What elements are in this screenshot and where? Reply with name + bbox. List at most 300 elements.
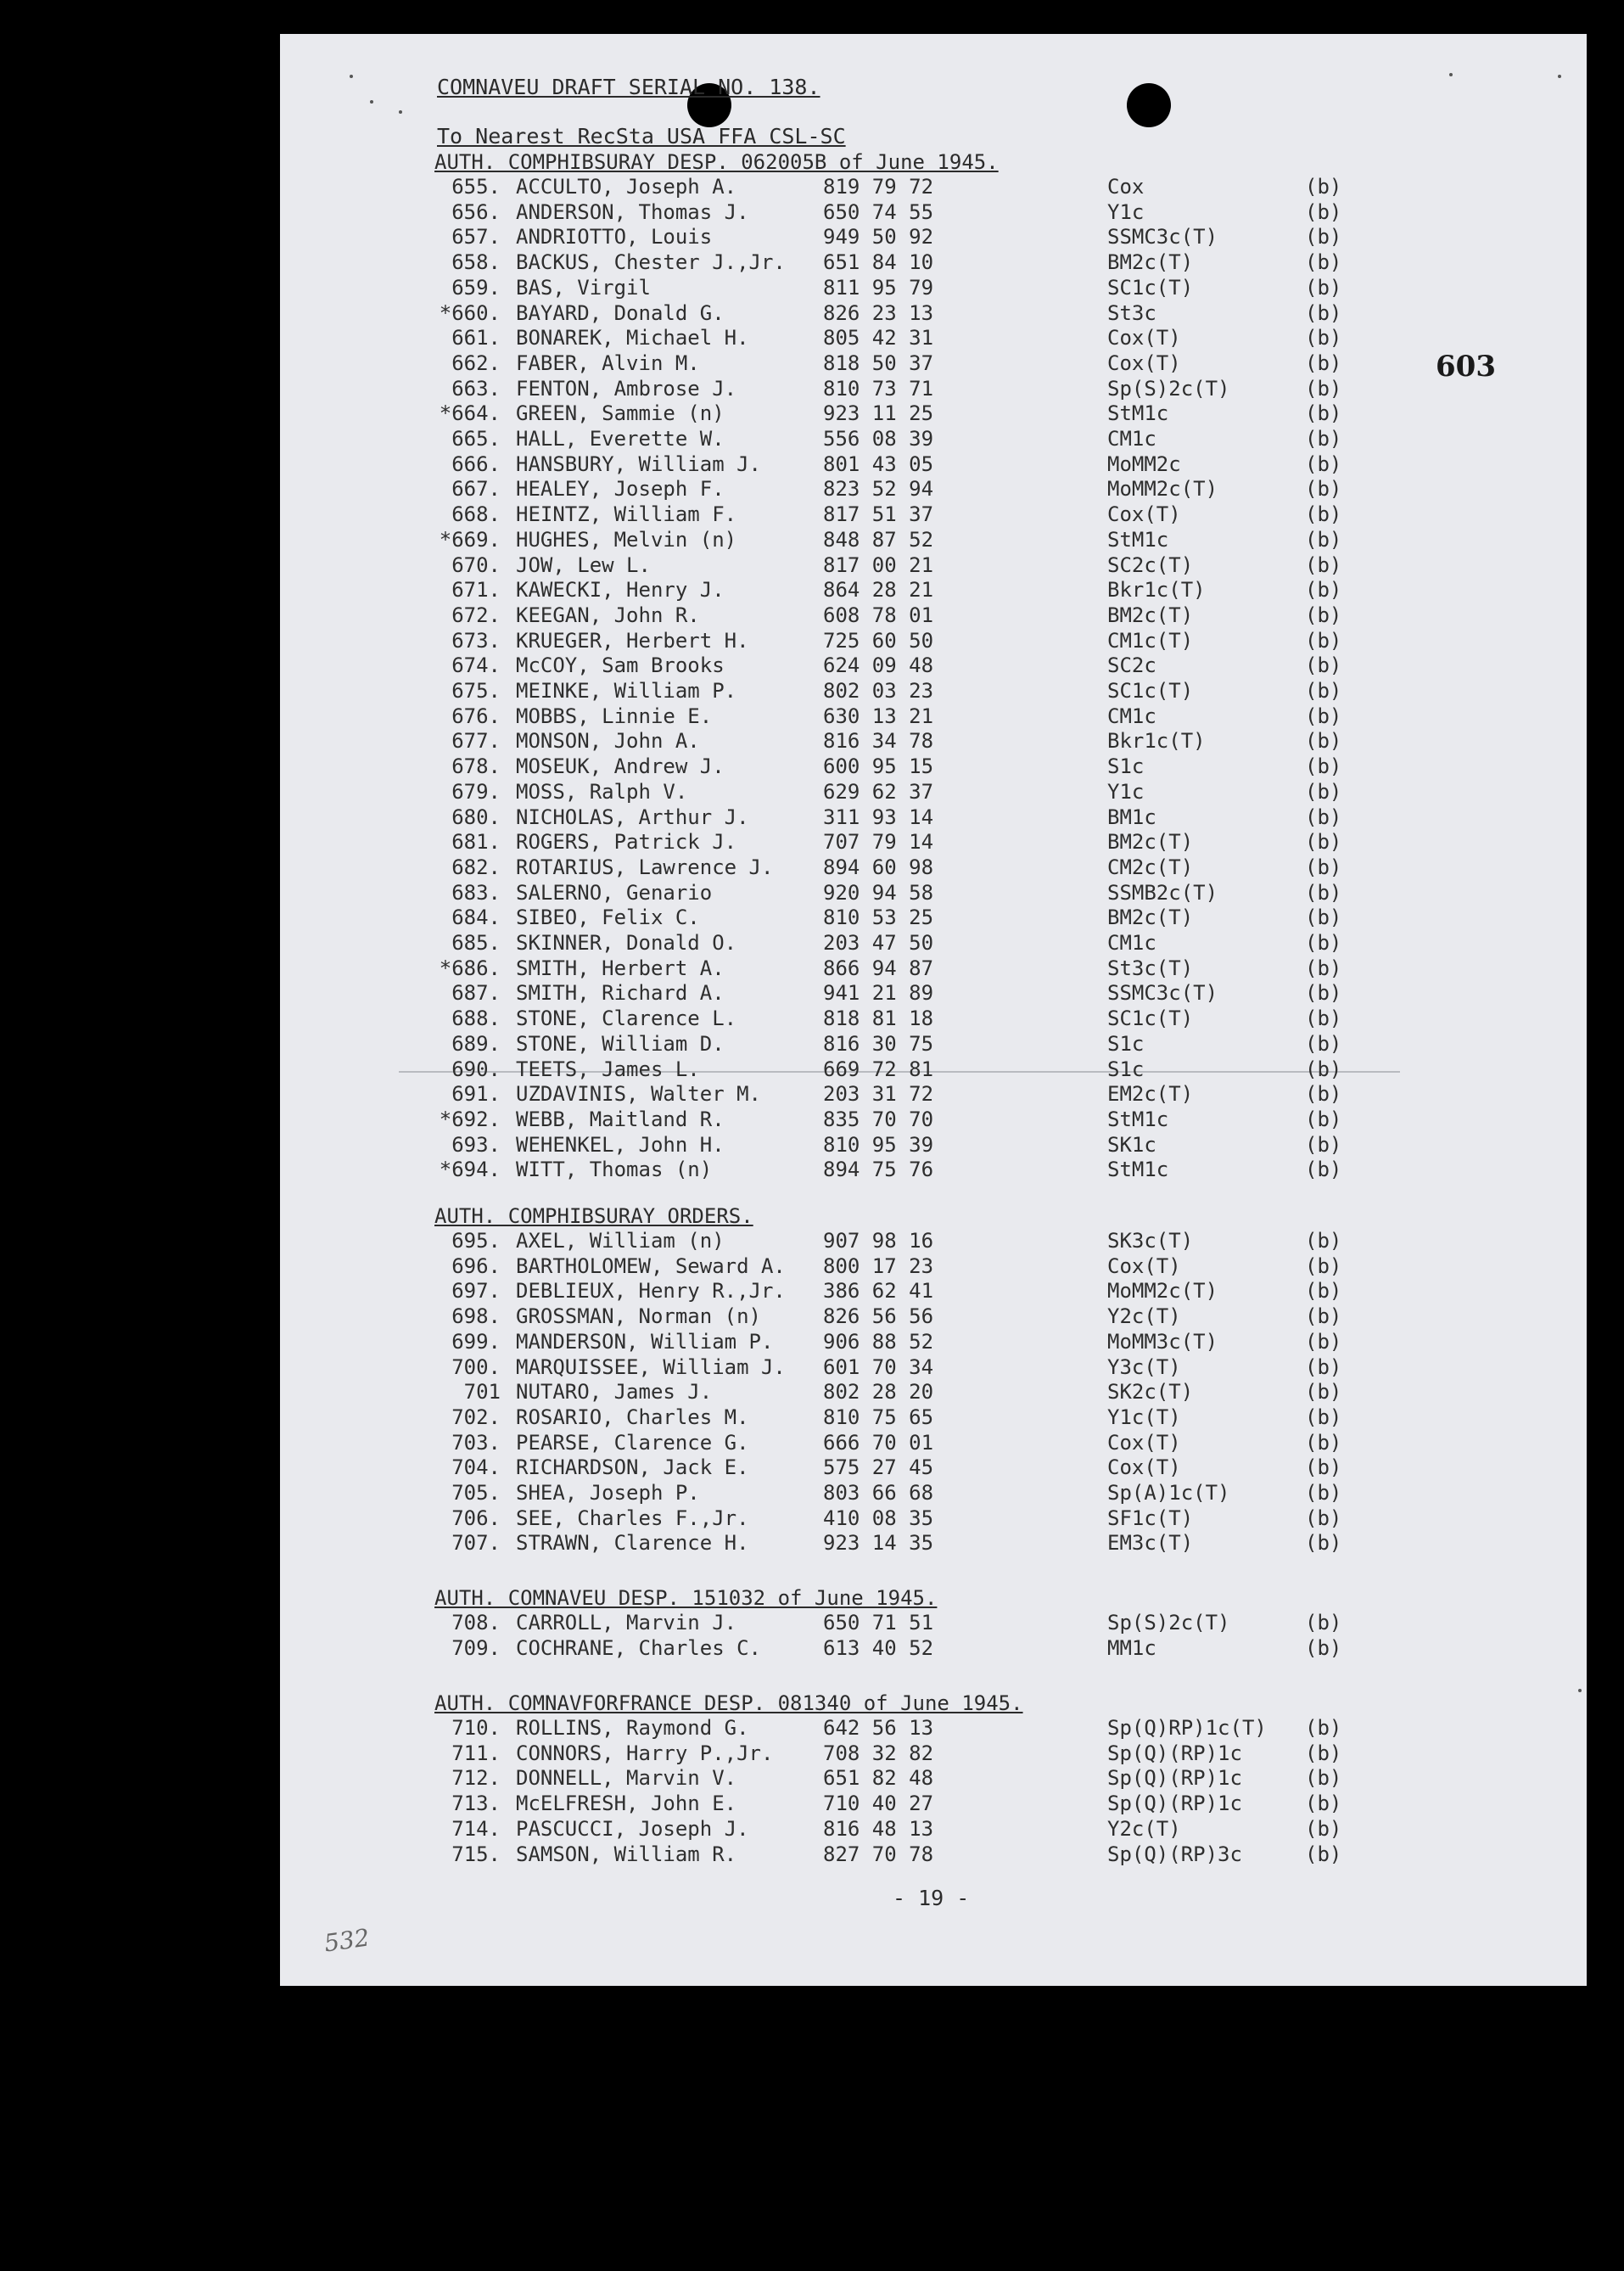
rating: S1c: [1107, 1031, 1145, 1056]
section-heading: AUTH. COMNAVEU DESP. 151032 of June 1945.: [434, 1586, 938, 1610]
entry-number: 679.: [451, 779, 501, 804]
entry-number: 681.: [451, 830, 501, 855]
entry-number: 671.: [451, 578, 501, 603]
rating: BM2c(T): [1107, 830, 1194, 855]
entry-number: 687.: [451, 981, 501, 1006]
service-number: 816 48 13: [823, 1816, 934, 1841]
entry-number: 676.: [451, 704, 501, 728]
sailor-name: AXEL, William (n): [516, 1229, 725, 1253]
service-number: 630 13 21: [823, 704, 934, 728]
sailor-name: STRAWN, Clarence H.: [516, 1531, 749, 1556]
rating: Sp(Q)(RP)1c: [1107, 1741, 1242, 1765]
serial-title: COMNAVEU DRAFT SERIAL NO. 138.: [437, 75, 820, 99]
rating: Y1c: [1107, 779, 1145, 804]
sailor-name: WEHENKEL, John H.: [516, 1132, 725, 1157]
service-number: 816 34 78: [823, 729, 934, 754]
sailor-name: SEE, Charles F.,Jr.: [516, 1506, 749, 1530]
status-code: (b): [1305, 1816, 1342, 1841]
roster-row: [0, 199, 1624, 225]
service-number: 923 14 35: [823, 1531, 934, 1556]
rating: Cox(T): [1107, 350, 1181, 375]
sailor-name: SALERNO, Genario: [516, 880, 713, 905]
roster-row: [0, 1741, 1624, 1766]
sailor-name: MOSS, Ralph V.: [516, 779, 688, 804]
status-code: (b): [1305, 956, 1342, 980]
status-code: (b): [1305, 1766, 1342, 1791]
status-code: (b): [1305, 1031, 1342, 1056]
rating: MoMM2c(T): [1107, 477, 1218, 502]
entry-number: 689.: [451, 1031, 501, 1056]
status-code: (b): [1305, 1716, 1342, 1740]
sailor-name: KAWECKI, Henry J.: [516, 578, 725, 603]
service-number: 410 08 35: [823, 1506, 934, 1530]
service-number: 669 72 81: [823, 1057, 934, 1081]
status-code: (b): [1305, 653, 1342, 678]
roster-row: [0, 1329, 1624, 1354]
status-code: (b): [1305, 527, 1342, 552]
sailor-name: NUTARO, James J.: [516, 1380, 713, 1405]
sailor-name: KEEGAN, John R.: [516, 603, 700, 627]
sailor-name: McCOY, Sam Brooks: [516, 653, 725, 678]
punch-hole: [1127, 83, 1171, 127]
rating: EM3c(T): [1107, 1531, 1194, 1556]
roster-row: [0, 224, 1624, 250]
service-number: 864 28 21: [823, 578, 934, 603]
entry-number: 701: [463, 1380, 501, 1405]
roster-row: [0, 300, 1624, 326]
status-code: (b): [1305, 1354, 1342, 1379]
status-code: (b): [1305, 679, 1342, 703]
status-code: (b): [1305, 350, 1342, 375]
rating: S1c: [1107, 754, 1145, 779]
status-code: (b): [1305, 300, 1342, 325]
service-number: 803 66 68: [823, 1481, 934, 1505]
entry-number: 709.: [451, 1635, 501, 1660]
sailor-name: CARROLL, Marvin J.: [516, 1611, 737, 1635]
rating: Y3c(T): [1107, 1354, 1181, 1379]
rating: StM1c: [1107, 401, 1169, 426]
entry-number: 715.: [451, 1842, 501, 1866]
status-code: (b): [1305, 1611, 1342, 1635]
service-number: 811 95 79: [823, 275, 934, 300]
entry-number: 677.: [451, 729, 501, 754]
roster-row: [0, 1765, 1624, 1791]
status-code: (b): [1305, 1253, 1342, 1278]
entry-number: 704.: [451, 1455, 501, 1480]
roster-row: [0, 1530, 1624, 1556]
service-number: 819 79 72: [823, 175, 934, 199]
service-number: 923 11 25: [823, 401, 934, 426]
rating: Sp(Q)(RP)1c: [1107, 1766, 1242, 1791]
sailor-name: NICHOLAS, Arthur J.: [516, 805, 749, 829]
status-code: (b): [1305, 376, 1342, 401]
rating: SK1c: [1107, 1132, 1156, 1157]
rating: Sp(S)2c(T): [1107, 376, 1230, 401]
entry-number: 665.: [451, 427, 501, 451]
status-code: (b): [1305, 1635, 1342, 1660]
roster-row: [0, 1278, 1624, 1304]
sailor-name: RICHARDSON, Jack E.: [516, 1455, 749, 1480]
roster-row: [0, 829, 1624, 855]
roster-row: [0, 451, 1624, 477]
entry-number: 712.: [451, 1766, 501, 1791]
rating: CM2c(T): [1107, 855, 1194, 879]
rating: CM1c: [1107, 704, 1156, 728]
entry-number: 683.: [451, 880, 501, 905]
roster-row: [0, 426, 1624, 451]
page-number: - 19 -: [893, 1886, 970, 1910]
sailor-name: BONAREK, Michael H.: [516, 326, 749, 350]
rating: SSMC3c(T): [1107, 225, 1218, 250]
rating: BM2c(T): [1107, 603, 1194, 627]
speck: [399, 110, 402, 114]
entry-number: 680.: [451, 805, 501, 829]
roster-row: [0, 1405, 1624, 1430]
status-code: (b): [1305, 1531, 1342, 1556]
service-number: 920 94 58: [823, 880, 934, 905]
service-number: 906 88 52: [823, 1329, 934, 1354]
roster-row: [0, 552, 1624, 578]
sailor-name: MOSEUK, Andrew J.: [516, 754, 725, 779]
speck: [1558, 75, 1561, 78]
roster-row: [0, 1057, 1624, 1082]
rating: MoMM2c: [1107, 451, 1181, 476]
sailor-name: WITT, Thomas (n): [516, 1158, 713, 1182]
status-code: (b): [1305, 552, 1342, 577]
roster-row: [0, 653, 1624, 678]
service-number: 311 93 14: [823, 805, 934, 829]
speck: [1578, 1689, 1582, 1692]
sailor-name: JOW, Lew L.: [516, 552, 651, 577]
sailor-name: FABER, Alvin M.: [516, 350, 700, 375]
rating: SF1c(T): [1107, 1506, 1194, 1530]
status-code: (b): [1305, 1430, 1342, 1455]
status-code: (b): [1305, 427, 1342, 451]
rating: Cox(T): [1107, 326, 1181, 350]
handwritten-note: 532: [322, 1923, 372, 1958]
speck: [350, 75, 353, 78]
service-number: 624 09 48: [823, 653, 934, 678]
entry-number: 710.: [451, 1716, 501, 1740]
sailor-name: HEALEY, Joseph F.: [516, 477, 725, 502]
service-number: 556 08 39: [823, 427, 934, 451]
rating: SC2c: [1107, 653, 1156, 678]
service-number: 650 74 55: [823, 199, 934, 224]
status-code: (b): [1305, 1506, 1342, 1530]
rating: Y2c(T): [1107, 1304, 1181, 1329]
roster-row: [0, 704, 1624, 729]
status-code: (b): [1305, 175, 1342, 199]
entry-number: 705.: [451, 1481, 501, 1505]
entry-number: 697.: [451, 1279, 501, 1304]
entry-number: 661.: [451, 326, 501, 350]
service-number: 810 95 39: [823, 1132, 934, 1157]
sailor-name: ANDERSON, Thomas J.: [516, 199, 749, 224]
rating: BM2c(T): [1107, 906, 1194, 930]
rating: Sp(Q)RP)1c(T): [1107, 1716, 1267, 1740]
status-code: (b): [1305, 931, 1342, 955]
rating: StM1c: [1107, 1158, 1169, 1182]
roster-row: [0, 880, 1624, 906]
roster-row: [0, 174, 1624, 199]
service-number: 707 79 14: [823, 830, 934, 855]
roster-row: [0, 603, 1624, 628]
service-number: 866 94 87: [823, 956, 934, 980]
sailor-name: GREEN, Sammie (n): [516, 401, 725, 426]
sailor-name: HEINTZ, William F.: [516, 502, 737, 527]
entry-number: 707.: [451, 1531, 501, 1556]
entry-number: 695.: [451, 1229, 501, 1253]
status-code: (b): [1305, 1481, 1342, 1505]
sailor-name: PASCUCCI, Joseph J.: [516, 1816, 749, 1841]
rating: St3c(T): [1107, 956, 1194, 980]
status-code: (b): [1305, 603, 1342, 627]
sailor-name: KRUEGER, Herbert H.: [516, 628, 749, 653]
status-code: (b): [1305, 1082, 1342, 1107]
stamp-number: 603: [1436, 350, 1496, 384]
rating: Sp(Q)(RP)3c: [1107, 1842, 1242, 1866]
roster-row: [0, 1842, 1624, 1867]
entry-number: 656.: [451, 199, 501, 224]
entry-number: 713.: [451, 1792, 501, 1816]
speck: [1449, 73, 1453, 76]
rating: BM2c(T): [1107, 250, 1194, 275]
service-number: 810 75 65: [823, 1405, 934, 1429]
status-code: (b): [1305, 326, 1342, 350]
status-code: (b): [1305, 779, 1342, 804]
status-code: (b): [1305, 225, 1342, 250]
rating: SK2c(T): [1107, 1380, 1194, 1405]
rating: Bkr1c(T): [1107, 578, 1206, 603]
rating: EM2c(T): [1107, 1082, 1194, 1107]
status-code: (b): [1305, 1304, 1342, 1329]
status-code: (b): [1305, 199, 1342, 224]
status-code: (b): [1305, 401, 1342, 426]
sailor-name: ROLLINS, Raymond G.: [516, 1716, 749, 1740]
status-code: (b): [1305, 1380, 1342, 1405]
entry-number: *664.: [439, 401, 501, 426]
sailor-name: MANDERSON, William P.: [516, 1329, 774, 1354]
rating: Cox: [1107, 175, 1145, 199]
roster-row: [0, 980, 1624, 1006]
status-code: (b): [1305, 880, 1342, 905]
status-code: (b): [1305, 1057, 1342, 1081]
service-number: 801 43 05: [823, 451, 934, 476]
sailor-name: SHEA, Joseph P.: [516, 1481, 700, 1505]
entry-number: 670.: [451, 552, 501, 577]
service-number: 818 50 37: [823, 350, 934, 375]
destination-line: To Nearest RecSta USA FFA CSL-SC: [437, 124, 846, 149]
service-number: 601 70 34: [823, 1354, 934, 1379]
sailor-name: SKINNER, Donald O.: [516, 931, 737, 955]
rating: SSMC3c(T): [1107, 981, 1218, 1006]
entry-number: 685.: [451, 931, 501, 955]
rating: Cox(T): [1107, 502, 1181, 527]
roster-row: [0, 678, 1624, 704]
rating: Bkr1c(T): [1107, 729, 1206, 754]
entry-number: 706.: [451, 1506, 501, 1530]
entry-number: *692.: [439, 1107, 501, 1131]
section-heading: AUTH. COMNAVFORFRANCE DESP. 081340 of June 1945.: [434, 1691, 1023, 1715]
section-heading: AUTH. COMPHIBSURAY DESP. 062005B of June 1945.: [434, 150, 999, 174]
entry-number: 703.: [451, 1430, 501, 1455]
sailor-name: BAS, Virgil: [516, 275, 651, 300]
rating: StM1c: [1107, 527, 1169, 552]
roster-row: [0, 930, 1624, 956]
status-code: (b): [1305, 1842, 1342, 1866]
entry-number: 663.: [451, 376, 501, 401]
service-number: 666 70 01: [823, 1430, 934, 1455]
status-code: (b): [1305, 451, 1342, 476]
rating: CM1c: [1107, 427, 1156, 451]
entry-number: 668.: [451, 502, 501, 527]
sailor-name: McELFRESH, John E.: [516, 1792, 737, 1816]
roster-row: [0, 1635, 1624, 1661]
rating: StM1c: [1107, 1107, 1169, 1131]
roster-row: [0, 779, 1624, 805]
roster-row: [0, 275, 1624, 300]
sailor-name: STONE, Clarence L.: [516, 1007, 737, 1031]
entry-number: 659.: [451, 275, 501, 300]
roster-row: [0, 250, 1624, 275]
sailor-name: MARQUISSEE, William J.: [516, 1354, 786, 1379]
entry-number: 673.: [451, 628, 501, 653]
status-code: (b): [1305, 1405, 1342, 1429]
sailor-name: BACKUS, Chester J.,Jr.: [516, 250, 786, 275]
roster-row: [0, 1506, 1624, 1531]
rating: CM1c: [1107, 931, 1156, 955]
roster-row: [0, 527, 1624, 552]
status-code: (b): [1305, 275, 1342, 300]
sailor-name: GROSSMAN, Norman (n): [516, 1304, 761, 1329]
entry-number: 684.: [451, 906, 501, 930]
entry-number: 674.: [451, 653, 501, 678]
sailor-name: SIBEO, Felix C.: [516, 906, 700, 930]
sailor-name: ROSARIO, Charles M.: [516, 1405, 749, 1429]
entry-number: 657.: [451, 225, 501, 250]
sailor-name: STONE, William D.: [516, 1031, 725, 1056]
roster-row: [0, 1610, 1624, 1635]
roster-row: [0, 577, 1624, 603]
rating: SC1c(T): [1107, 1007, 1194, 1031]
entry-number: 667.: [451, 477, 501, 502]
entry-number: 672.: [451, 603, 501, 627]
service-number: 810 73 71: [823, 376, 934, 401]
status-code: (b): [1305, 1007, 1342, 1031]
sailor-name: MEINKE, William P.: [516, 679, 737, 703]
entry-number: 698.: [451, 1304, 501, 1329]
service-number: 629 62 37: [823, 779, 934, 804]
status-code: (b): [1305, 477, 1342, 502]
service-number: 575 27 45: [823, 1455, 934, 1480]
entry-number: 655.: [451, 175, 501, 199]
status-code: (b): [1305, 1132, 1342, 1157]
roster-row: [0, 855, 1624, 880]
roster-row: [0, 1354, 1624, 1380]
service-number: 835 70 70: [823, 1107, 934, 1131]
service-number: 608 78 01: [823, 603, 934, 627]
sailor-name: COCHRANE, Charles C.: [516, 1635, 761, 1660]
rating: MoMM3c(T): [1107, 1329, 1218, 1354]
entry-number: *686.: [439, 956, 501, 980]
status-code: (b): [1305, 981, 1342, 1006]
roster-row: [0, 1816, 1624, 1842]
entry-number: 702.: [451, 1405, 501, 1429]
service-number: 802 03 23: [823, 679, 934, 703]
roster-row: [0, 905, 1624, 930]
roster-row: [0, 350, 1624, 376]
roster-row: [0, 1132, 1624, 1158]
rating: SC1c(T): [1107, 679, 1194, 703]
status-code: (b): [1305, 1229, 1342, 1253]
status-code: (b): [1305, 1741, 1342, 1765]
entry-number: 693.: [451, 1132, 501, 1157]
service-number: 650 71 51: [823, 1611, 934, 1635]
service-number: 817 51 37: [823, 502, 934, 527]
service-number: 894 75 76: [823, 1158, 934, 1182]
roster-row: [0, 1791, 1624, 1816]
roster-row: [0, 1081, 1624, 1107]
roster-row: [0, 1455, 1624, 1480]
roster-row: [0, 376, 1624, 401]
status-code: (b): [1305, 1792, 1342, 1816]
roster-row: [0, 1379, 1624, 1405]
service-number: 894 60 98: [823, 855, 934, 879]
sailor-name: HUGHES, Melvin (n): [516, 527, 737, 552]
rating: SSMB2c(T): [1107, 880, 1218, 905]
status-code: (b): [1305, 830, 1342, 855]
roster-row: [0, 1157, 1624, 1182]
roster-row: [0, 1304, 1624, 1329]
sailor-name: UZDAVINIS, Walter M.: [516, 1082, 761, 1107]
service-number: 651 84 10: [823, 250, 934, 275]
entry-number: *694.: [439, 1158, 501, 1182]
sailor-name: MOBBS, Linnie E.: [516, 704, 713, 728]
service-number: 710 40 27: [823, 1792, 934, 1816]
sailor-name: HALL, Everette W.: [516, 427, 725, 451]
rating: St3c: [1107, 300, 1156, 325]
status-code: (b): [1305, 250, 1342, 275]
roster-row: [0, 1253, 1624, 1279]
roster-row: [0, 401, 1624, 426]
rating: MoMM2c(T): [1107, 1279, 1218, 1304]
rating: Sp(S)2c(T): [1107, 1611, 1230, 1635]
status-code: (b): [1305, 754, 1342, 779]
entry-number: 666.: [451, 451, 501, 476]
rating: MM1c: [1107, 1635, 1156, 1660]
entry-number: *669.: [439, 527, 501, 552]
roster-row: [0, 1031, 1624, 1057]
service-number: 386 62 41: [823, 1279, 934, 1304]
roster-row: [0, 1480, 1624, 1506]
roster-row: [0, 728, 1624, 754]
service-number: 826 23 13: [823, 300, 934, 325]
entry-number: 700.: [451, 1354, 501, 1379]
service-number: 949 50 92: [823, 225, 934, 250]
service-number: 203 31 72: [823, 1082, 934, 1107]
rating: Cox(T): [1107, 1430, 1181, 1455]
sailor-name: SMITH, Herbert A.: [516, 956, 725, 980]
status-code: (b): [1305, 729, 1342, 754]
entry-number: 699.: [451, 1329, 501, 1354]
status-code: (b): [1305, 704, 1342, 728]
sailor-name: MONSON, John A.: [516, 729, 700, 754]
sailor-name: ANDRIOTTO, Louis: [516, 225, 713, 250]
entry-number: 658.: [451, 250, 501, 275]
entry-number: 675.: [451, 679, 501, 703]
entry-number: 690.: [451, 1057, 501, 1081]
status-code: (b): [1305, 1107, 1342, 1131]
